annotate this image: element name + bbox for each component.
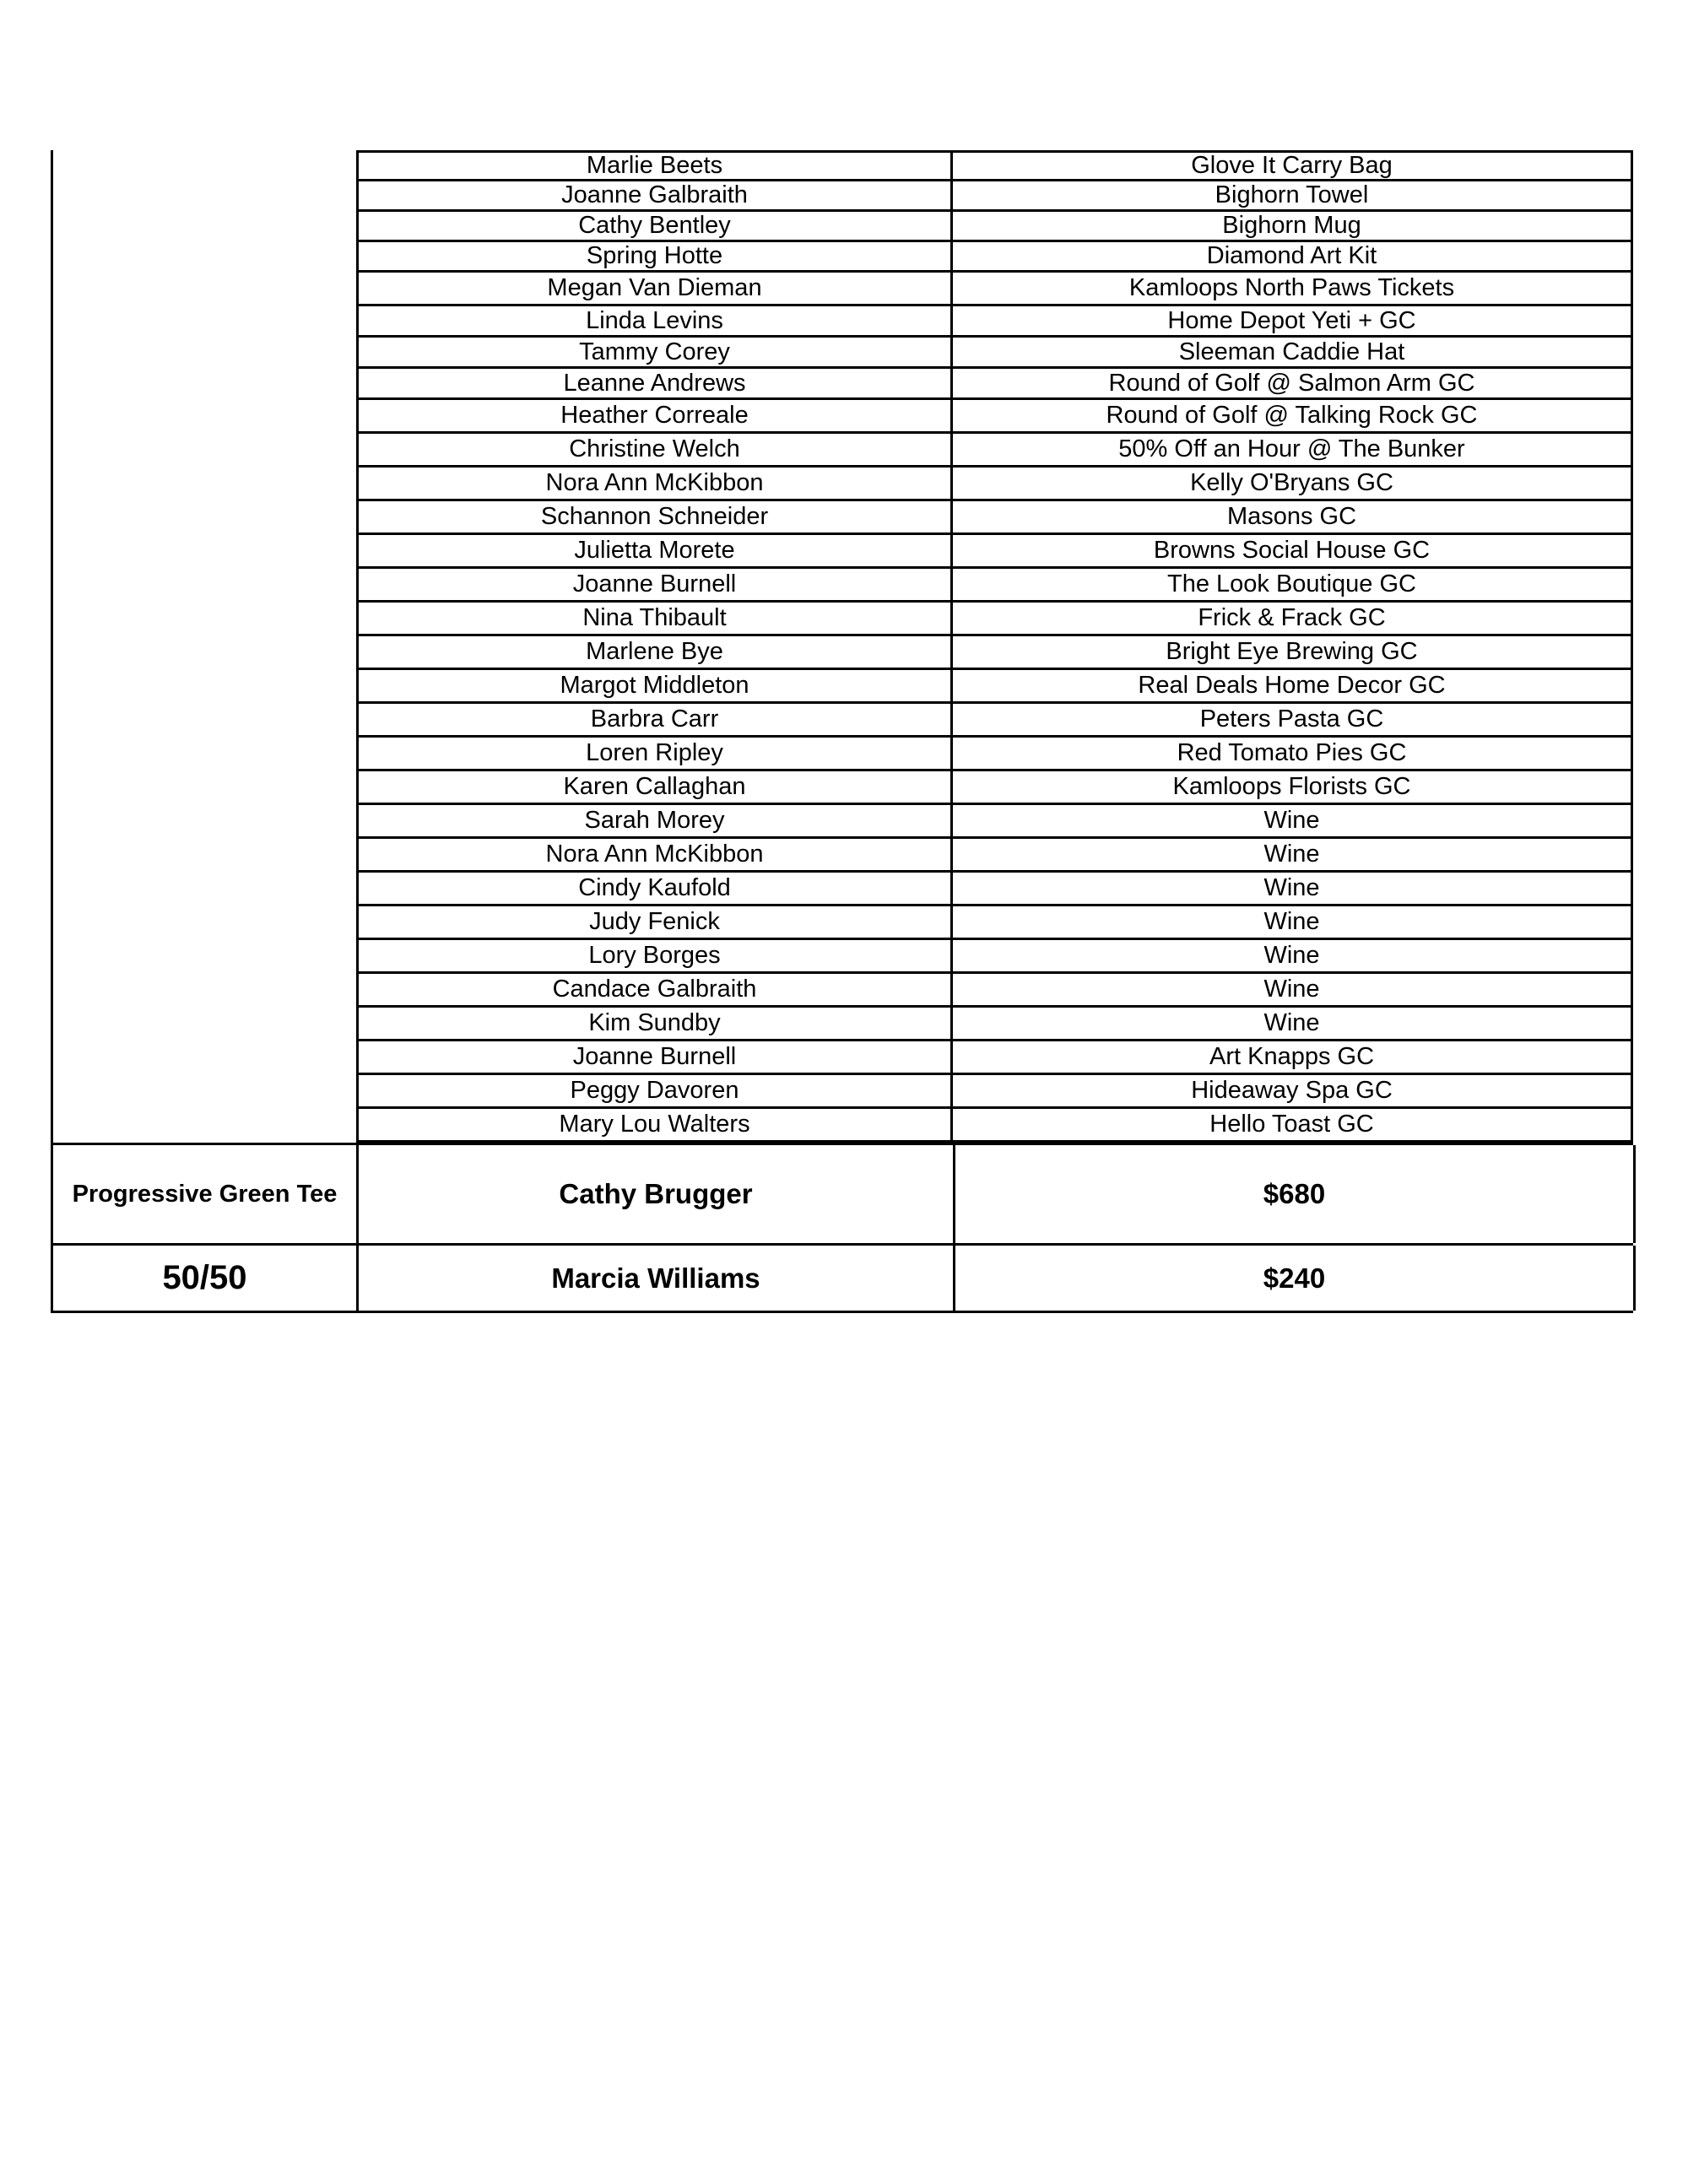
prize-cell: Kamloops North Paws Tickets bbox=[953, 273, 1633, 306]
prize-table bbox=[51, 150, 1633, 1313]
winner-cell: Nora Ann McKibbon bbox=[356, 468, 953, 501]
winner-cell: Cathy Bentley bbox=[356, 212, 953, 242]
winner-cell: Barbra Carr bbox=[356, 704, 953, 738]
prize-cell: Wine bbox=[953, 940, 1633, 974]
winner-cell: Joanne Burnell bbox=[356, 1041, 953, 1075]
prize-list-label-column bbox=[51, 150, 356, 1143]
prize-cell: Wine bbox=[953, 805, 1633, 839]
prize-cell: Wine bbox=[953, 873, 1633, 906]
prize-cell: Glove It Carry Bag bbox=[953, 150, 1633, 181]
prize-cell: Browns Social House GC bbox=[953, 535, 1633, 569]
winner-cell: Mary Lou Walters bbox=[356, 1109, 953, 1143]
prize-cell: The Look Boutique GC bbox=[953, 569, 1633, 603]
progressive-green-tee-row bbox=[51, 1143, 1633, 1246]
winner-cell: Heather Correale bbox=[356, 400, 953, 434]
winner-cell: Sarah Morey bbox=[356, 805, 953, 839]
prize-cell: Hideaway Spa GC bbox=[953, 1075, 1633, 1109]
progressive-green-tee-amount: $680 bbox=[955, 1145, 1636, 1243]
fifty-fifty-label: 50/50 bbox=[53, 1246, 359, 1311]
prize-cell: Bighorn Towel bbox=[953, 181, 1633, 212]
prize-cell: Wine bbox=[953, 839, 1633, 873]
progressive-green-tee-winner: Cathy Brugger bbox=[359, 1145, 955, 1243]
prize-list bbox=[51, 150, 1633, 1143]
winner-cell: Joanne Galbraith bbox=[356, 181, 953, 212]
prize-cell: Real Deals Home Decor GC bbox=[953, 670, 1633, 704]
prize-cell: Peters Pasta GC bbox=[953, 704, 1633, 738]
prize-cell: Diamond Art Kit bbox=[953, 242, 1633, 273]
fifty-fifty-winner: Marcia Williams bbox=[359, 1246, 955, 1311]
winner-cell: Spring Hotte bbox=[356, 242, 953, 273]
winner-cell: Cindy Kaufold bbox=[356, 873, 953, 906]
winner-cell: Linda Levins bbox=[356, 306, 953, 338]
winner-cell: Schannon Schneider bbox=[356, 501, 953, 535]
winner-cell: Marlie Beets bbox=[356, 150, 953, 181]
fifty-fifty-amount: $240 bbox=[955, 1246, 1636, 1311]
winner-cell: Megan Van Dieman bbox=[356, 273, 953, 306]
prize-cell: Round of Golf @ Talking Rock GC bbox=[953, 400, 1633, 434]
prize-cell: Wine bbox=[953, 1008, 1633, 1041]
fifty-fifty-row bbox=[51, 1246, 1633, 1313]
prize-cell: Round of Golf @ Salmon Arm GC bbox=[953, 369, 1633, 400]
winner-cell: Marlene Bye bbox=[356, 636, 953, 670]
prize-cell: Kelly O'Bryans GC bbox=[953, 468, 1633, 501]
winner-cell: Loren Ripley bbox=[356, 738, 953, 771]
prize-cell: Wine bbox=[953, 974, 1633, 1008]
winner-cell: Karen Callaghan bbox=[356, 771, 953, 805]
prize-cell: Bighorn Mug bbox=[953, 212, 1633, 242]
winner-cell: Nina Thibault bbox=[356, 603, 953, 636]
winner-cell: Nora Ann McKibbon bbox=[356, 839, 953, 873]
prize-cell: Bright Eye Brewing GC bbox=[953, 636, 1633, 670]
prize-cell: Masons GC bbox=[953, 501, 1633, 535]
prize-cell: Wine bbox=[953, 906, 1633, 940]
winner-cell: Joanne Burnell bbox=[356, 569, 953, 603]
prize-cell: Art Knapps GC bbox=[953, 1041, 1633, 1075]
winner-cell: Julietta Morete bbox=[356, 535, 953, 569]
prize-cell: Hello Toast GC bbox=[953, 1109, 1633, 1143]
prize-cell: Sleeman Caddie Hat bbox=[953, 338, 1633, 369]
winner-cell: Judy Fenick bbox=[356, 906, 953, 940]
prize-cell: Red Tomato Pies GC bbox=[953, 738, 1633, 771]
winner-cell: Lory Borges bbox=[356, 940, 953, 974]
prize-cell: Kamloops Florists GC bbox=[953, 771, 1633, 805]
winner-cell: Peggy Davoren bbox=[356, 1075, 953, 1109]
winner-cell: Christine Welch bbox=[356, 434, 953, 468]
progressive-green-tee-label: Progressive Green Tee bbox=[53, 1145, 359, 1243]
prize-cell: 50% Off an Hour @ The Bunker bbox=[953, 434, 1633, 468]
winner-cell: Candace Galbraith bbox=[356, 974, 953, 1008]
winner-cell: Kim Sundby bbox=[356, 1008, 953, 1041]
prize-cell: Frick & Frack GC bbox=[953, 603, 1633, 636]
winner-cell: Tammy Corey bbox=[356, 338, 953, 369]
winner-cell: Margot Middleton bbox=[356, 670, 953, 704]
winner-cell: Leanne Andrews bbox=[356, 369, 953, 400]
prize-cell: Home Depot Yeti + GC bbox=[953, 306, 1633, 338]
